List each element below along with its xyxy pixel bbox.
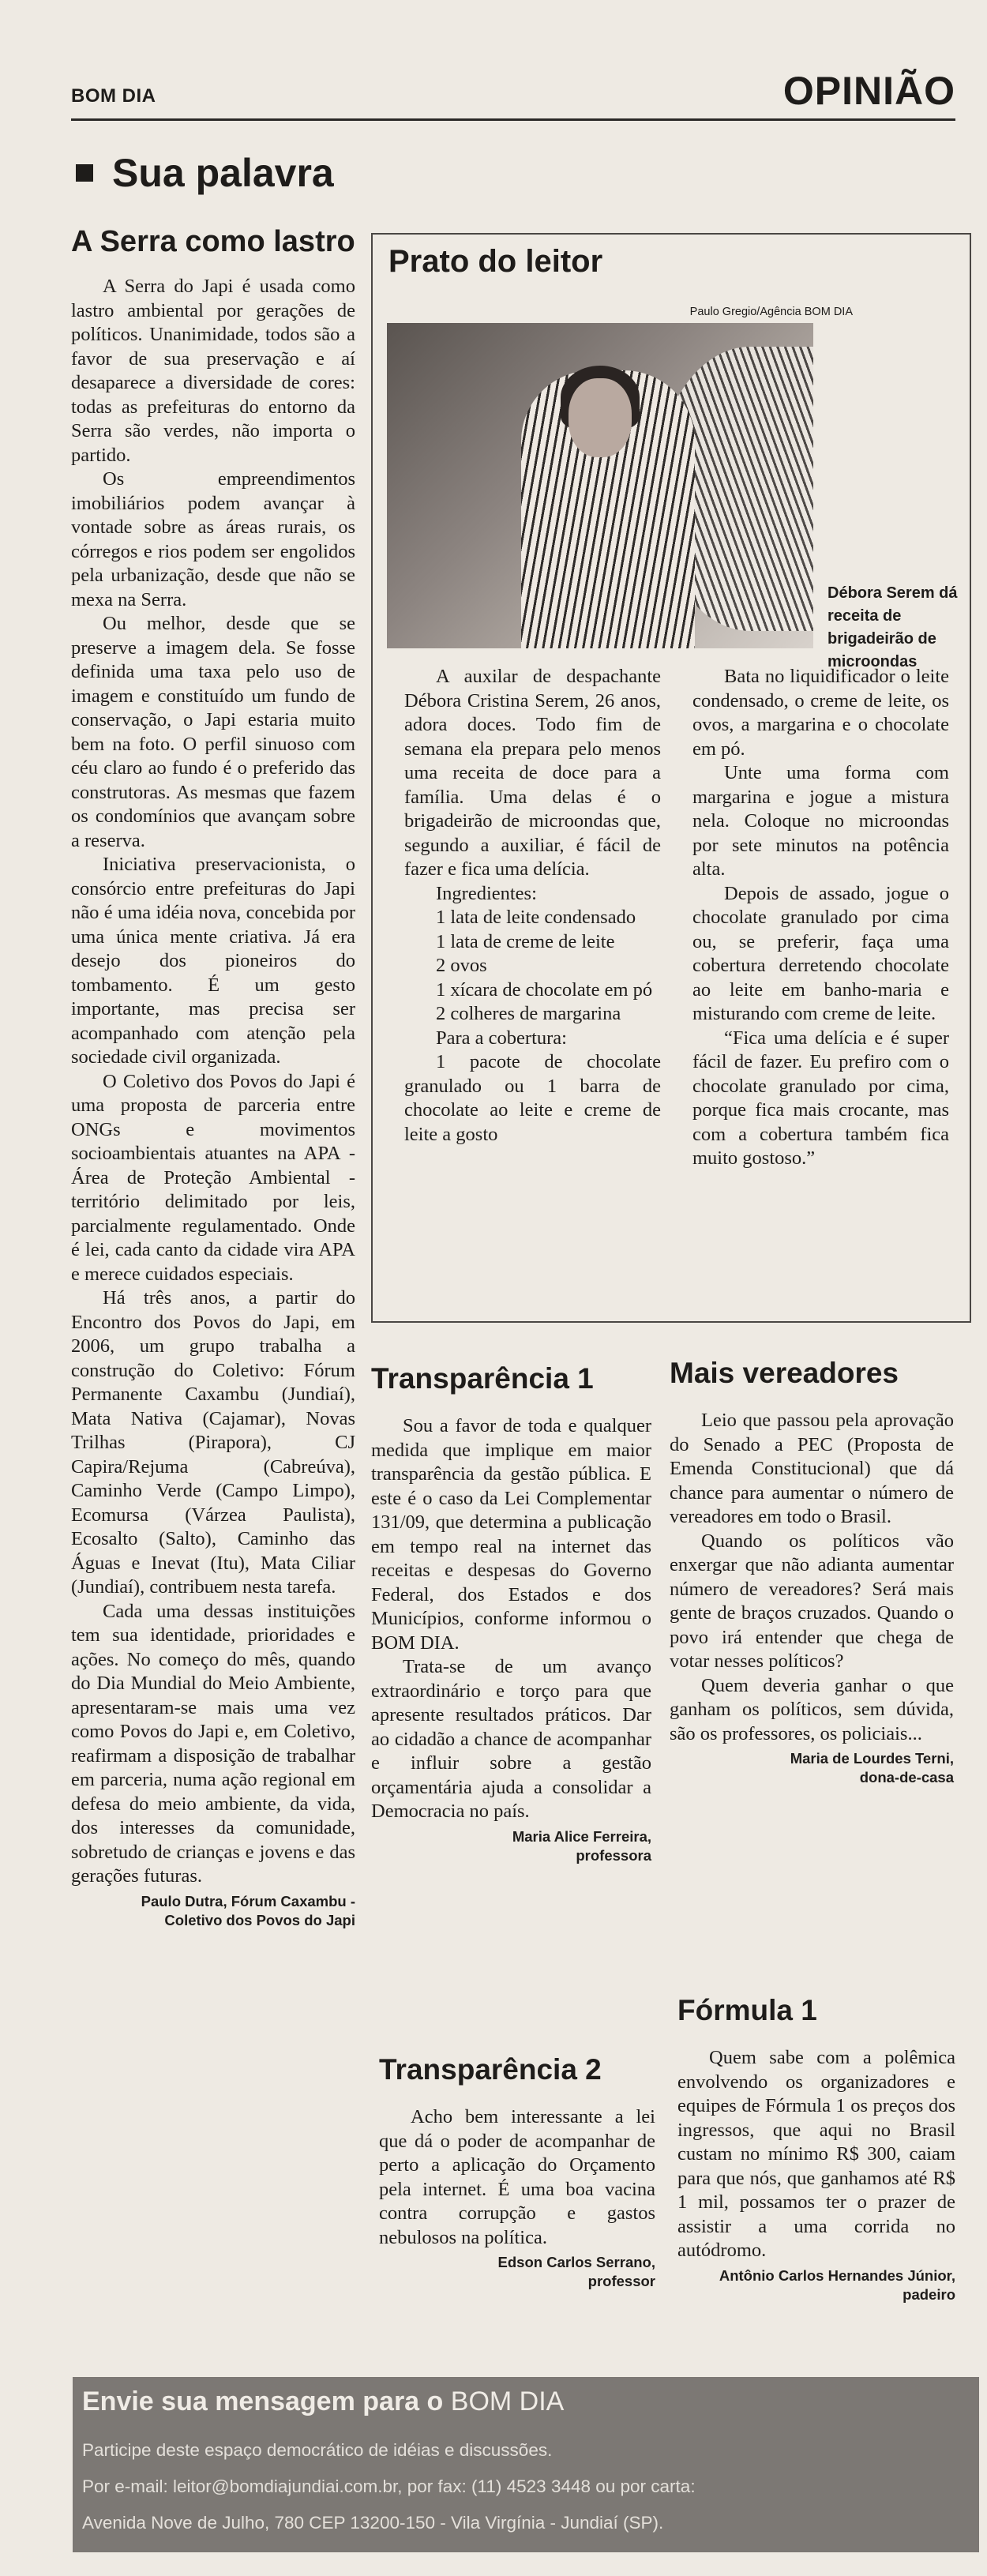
signature-role: professora xyxy=(576,1846,651,1864)
ingredient-line: 2 colheres de margarina xyxy=(436,1003,621,1024)
paragraph: O Coletivo dos Povos do Japi é uma proposta de parceria entre ONGs e movimentos socioambientais atuantes na APA - Área de Proteção Ambiental - território delimitado por leis, parcialmente regulamentado. Onde é lei, cada canto da cidade vira APA e merece cuidados especiais. xyxy=(71,1070,355,1285)
paragraph: Trata-se de um avanço extraordinário e torço para que apresente resultados práticos. Dar ao cidadão a chance de acompanhar e influir sobre a gestão orçamentária ajuda a consolidar a Democracia no país. xyxy=(371,1656,651,1822)
footer-title xyxy=(82,2386,564,2417)
photo-person-face xyxy=(569,378,632,457)
signature-role: dona-de-casa xyxy=(859,1769,954,1786)
ingredient-line: 1 lata de creme de leite xyxy=(436,930,615,952)
article-body xyxy=(71,275,355,1889)
ingredient-line: Ingredientes: xyxy=(436,882,537,904)
recipe-column-2 xyxy=(692,665,949,1171)
article-title: Mais vereadores xyxy=(670,1357,899,1389)
footer-line-2: Por e-mail: leitor@bomdiajundiai.com.br, por fax: (11) 4523 3448 ou por carta: xyxy=(82,2476,696,2496)
paragraph: Quando os políticos vão enxergar que não adianta aumentar número de vereadores? Será mais gente de braços cruzados. Quando o povo irá entender que chega de votar nesses políticos? xyxy=(670,1530,954,1672)
paragraph: Bata no liquidificador o leite condensado, o creme de leite, os ovos, a margarina e o chocolate em pó. xyxy=(692,666,949,760)
reader-photo xyxy=(387,323,813,648)
article-serra xyxy=(71,225,355,1930)
footer-line-3: Avenida Nove de Julho, 780 CEP 13200-150 - Vila Virgínia - Jundiaí (SP). xyxy=(82,2513,664,2533)
paragraph: Quem sabe com a polêmica envolvendo os organizadores e equipes de Fórmula 1 os preços dos ingressos, que aqui no Brasil custam no mínimo R$ 300, caiam para que nós, que ganhamos até R$ 1 mil, possamos ter o prazer de assistir a uma corrida no autódromo. xyxy=(677,2047,955,2261)
ingredient-line: 2 ovos xyxy=(436,955,487,976)
paragraph: Acho bem interessante a lei que dá o poder de acompanhar de perto a aplicação do Orçamento pela internet. É uma boa vacina contra corrupção e gastos nebulosos na política. xyxy=(379,2106,655,2248)
paragraph: Cada uma dessas instituições tem sua identidade, prioridades e ações. No começo do mês, quando do Dia Mundial do Meio Ambiente, apresentaram-se mais uma vez como Povos do Japi e, em Coletivo, reafirmam a disposição de trabalhar em parceria, numa ação regional em defesa do meio ambiente, da vida, dos interesses da comunidade, sobretudo de crianças e jovens e das gerações futuras. xyxy=(71,1600,355,1887)
signature-name: Maria de Lourdes Terni, xyxy=(790,1750,954,1767)
photo-caption: Débora Serem dá receita de brigadeirão de microondas xyxy=(828,584,958,670)
signature xyxy=(71,1892,355,1930)
article-formula-1 xyxy=(677,1994,955,2304)
paragraph: Há três anos, a partir do Encontro dos Povos do Japi, em 2006, um grupo trabalha a construção do Coletivo: Fórum Permanente Caxambu (Jundiaí), Mata Nativa (Cajamar), Novas Trilhas (Pirapora), CJ Capira/Rejuma (Cabreúva), Caminho Verde (Campo Limpo), Ecomursa (Várzea Paulista), Ecosalto (Salto), Caminho das Águas e Inevat (Itu), Mata Ciliar (Jundiaí), contribuem nesta tarefa. xyxy=(71,1287,355,1598)
ingredient-line: 1 xícara de chocolate em pó xyxy=(436,978,653,1001)
signature xyxy=(379,2253,655,2291)
section-name: OPINIÃO xyxy=(782,69,955,113)
paragraph: Unte uma forma com margarina e jogue a mistura nela. Coloque no microondas por sete minutos na potência alta. xyxy=(692,762,949,880)
article-body xyxy=(371,1414,651,1824)
section-title xyxy=(76,150,334,196)
paragraph: Leio que passou pela aprovação do Senado a PEC (Proposta de Emenda Constitucional) que dá chance para aumentar o número de vereadores em todo o Brasil. xyxy=(670,1410,954,1527)
article-title: Transparência 2 xyxy=(379,2053,602,2086)
signature-name: Edson Carlos Serrano, xyxy=(497,2254,655,2270)
signature-name: Paulo Dutra, Fórum Caxambu - xyxy=(141,1892,355,1909)
article-body xyxy=(677,2046,955,2263)
recipe-column-1 xyxy=(404,665,661,1147)
article-mais-vereadores xyxy=(670,1357,954,1787)
paragraph: Iniciativa preservacionista, o consórcio entre prefeituras do Japi não é uma idéia nova, concebida por uma única mente criativa. Já era desejo dos pioneiros do tombamento. É um gesto importante, mas precisa ser acompanhado com atenção pela sociedade civil organizada. xyxy=(71,854,355,1068)
ingredient-line: Para a cobertura: xyxy=(436,1027,567,1049)
article-title: Transparência 1 xyxy=(371,1362,594,1395)
paragraph: Ou melhor, desde que se preserve a imagem dela. Se fosse definida uma taxa pelo uso de imagem e constituído um fundo de conservação, o Japi estaria muito bem na foto. O perfil sinuoso com céu claro ao fundo é o preferido das construtoras. As mesmas que fazem os condomínios que avançam sobre a reserva. xyxy=(71,613,355,851)
box-title: Prato do leitor xyxy=(388,244,603,279)
signature-role: Coletivo dos Povos do Japi xyxy=(164,1911,355,1928)
paragraph: Quem deveria ganhar o que ganham os políticos, sem dúvida, são os professores, os policiais... xyxy=(670,1674,954,1744)
paragraph: A Serra do Japi é usada como lastro ambiental por gerações de políticos. Unanimidade, todos são a favor de sua preservação e aí desaparece a diversidade de cores: todas as prefeituras do entorno da Serra são verdes, não importa o partido. xyxy=(71,276,355,466)
article-body xyxy=(379,2105,655,2250)
footer-line-1: Participe deste espaço democrático de idéias e discussões. xyxy=(82,2440,553,2460)
ingredient-line: 1 lata de leite condensado xyxy=(436,907,636,928)
article-transparencia-1 xyxy=(371,1362,651,1865)
footer-contact-banner xyxy=(73,2377,979,2552)
signature xyxy=(677,2266,955,2304)
signature xyxy=(670,1749,954,1787)
signature xyxy=(371,1827,651,1865)
paragraph: “Fica uma delícia e é super fácil de fazer. Eu prefiro com o chocolate granulado por cima, porque fica mais crocante, mas com a cobertura também fica muito gostoso.” xyxy=(692,1027,949,1169)
footer-title-prefix: Envie sua mensagem para o xyxy=(82,2386,444,2416)
article-title: Fórmula 1 xyxy=(677,1994,817,2026)
article-transparencia-2 xyxy=(379,2053,655,2291)
prato-do-leitor-box xyxy=(371,233,971,1323)
page-header xyxy=(71,63,955,121)
signature-role: padeiro xyxy=(903,2285,955,2303)
paragraph: Sou a favor de toda e qualquer medida que implique em maior transparência da gestão pública. E este é o caso da Lei Complementar 131/09, que determina a publicação em tempo real na internet das receitas e despesas do Governo Federal, dos Estados e dos Municípios, conforme informou o BOM DIA. xyxy=(371,1415,651,1654)
signature-role: professor xyxy=(587,2273,655,2289)
paragraph: A auxilar de despachante Débora Cristina Serem, 26 anos, adora doces. Todo fim de semana ela prepara pelo menos uma receita de doce para a família. Uma delas é o brigadeirão de microondas que, segundo a auxiliar, é fácil de fazer e fica uma delícia. xyxy=(404,666,661,880)
paragraph: Os empreendimentos imobiliários podem avançar à vontade sobre as áreas rurais, os córregos e rios podem ser engolidos pela urbanização, desde que não se mexa na Serra. xyxy=(71,468,355,610)
signature-name: Maria Alice Ferreira, xyxy=(512,1827,651,1845)
footer-title-brand: BOM DIA xyxy=(450,2386,565,2416)
photo-credit: Paulo Gregio/Agência BOM DIA xyxy=(689,306,853,318)
article-title: A Serra como lastro xyxy=(71,225,355,258)
square-bullet-icon xyxy=(76,164,93,182)
newspaper-name: BOM DIA xyxy=(71,85,156,107)
article-body xyxy=(670,1409,954,1746)
ingredient-line: 1 pacote de chocolate granulado ou 1 barra de chocolate ao leite e creme de leite a gosto xyxy=(404,1051,661,1145)
signature-name: Antônio Carlos Hernandes Júnior, xyxy=(719,2266,955,2284)
section-title-text: Sua palavra xyxy=(112,151,334,195)
paragraph: Depois de assado, jogue o chocolate granulado por cima ou, se preferir, faça uma cobertura derretendo chocolate ao leite em banho-maria e misturando com creme de leite. xyxy=(692,882,949,1024)
